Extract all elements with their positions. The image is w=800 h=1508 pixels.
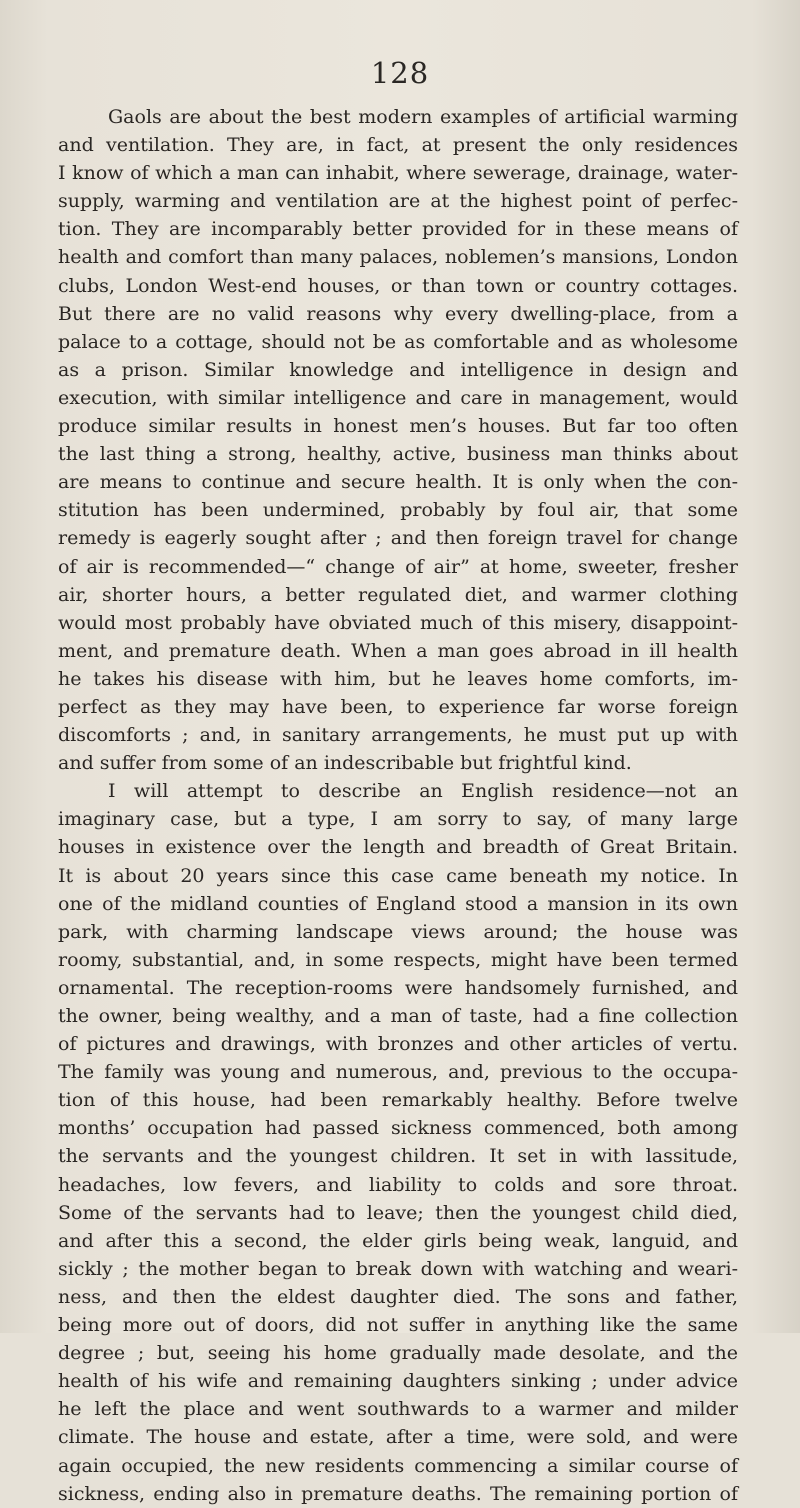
text-line: remedy is eagerly sought after ; and then foreign travel for change bbox=[58, 527, 738, 550]
text-line: I will attempt to describe an English residence—not an bbox=[108, 780, 738, 803]
text-line: clubs, London West-end houses, or than town or country cottages. bbox=[58, 274, 738, 297]
text-line: execution, with similar intelligence and care in management, would bbox=[58, 386, 738, 409]
text-line: I know of which a man can inhabit, where sewerage, drainage, water- bbox=[58, 162, 738, 185]
text-line: months’ occupation had passed sickness commenced, both among bbox=[58, 1117, 738, 1140]
text-line: But there are no valid reasons why every dwelling-place, from a bbox=[58, 302, 738, 325]
text-line: being more out of doors, did not suffer in anything like the same bbox=[58, 1314, 738, 1337]
text-line: and suffer from some of an indescribable but frightful kind. bbox=[58, 752, 632, 775]
text-line: ment, and premature death. When a man goes abroad in ill health bbox=[58, 639, 738, 662]
text-line: imaginary case, but a type, I am sorry to say, of many large bbox=[58, 808, 738, 831]
text-line: tion. They are incomparably better provided for in these means of bbox=[58, 218, 738, 241]
text-line: Some of the servants had to leave; then the youngest child died, bbox=[58, 1201, 738, 1224]
text-line: perfect as they may have been, to experience far worse foreign bbox=[58, 695, 738, 718]
text-line: one of the midland counties of England stood a mansion in its own bbox=[58, 892, 738, 915]
text-line: The family was young and numerous, and, previous to the occupa- bbox=[58, 1061, 738, 1084]
text-line: palace to a cottage, should not be as comfortable and as wholesome bbox=[58, 330, 738, 353]
paragraph-2 bbox=[58, 777, 738, 1507]
text-line: air, shorter hours, a better regulated diet, and warmer clothing bbox=[58, 583, 738, 606]
text-line: ornamental. The reception-rooms were handsomely furnished, and bbox=[58, 976, 738, 999]
text-line: degree ; but, seeing his home gradually made desolate, and the bbox=[58, 1342, 738, 1365]
text-line: of pictures and drawings, with bronzes and other articles of vertu. bbox=[58, 1033, 738, 1056]
text-line: It is about 20 years since this case came beneath my notice. In bbox=[58, 864, 738, 887]
text-line: climate. The house and estate, after a time, were sold, and were bbox=[58, 1426, 738, 1449]
text-line: produce similar results in honest men’s houses. But far too often bbox=[58, 415, 738, 438]
text-line: health of his wife and remaining daughters sinking ; under advice bbox=[58, 1370, 738, 1393]
text-line: and ventilation. They are, in fact, at present the only residences bbox=[58, 134, 738, 157]
text-line: sickness, ending also in premature deaths. The remaining portion of bbox=[58, 1482, 738, 1505]
text-line: the owner, being wealthy, and a man of taste, had a fine collection bbox=[58, 1005, 738, 1027]
text-line: stitution has been undermined, probably by foul air, that some bbox=[58, 499, 738, 522]
text-line: park, with charming landscape views around; the house was bbox=[58, 920, 738, 943]
text-line: he left the place and went southwards to a warmer and milder bbox=[58, 1398, 738, 1421]
text-line: health and comfort than many palaces, noblemen’s mansions, London bbox=[58, 246, 738, 269]
text-line: tion of this house, had been remarkably healthy. Before twelve bbox=[58, 1089, 738, 1112]
text-line: and after this a second, the elder girls being weak, languid, and bbox=[58, 1229, 738, 1252]
text-line: ness, and then the eldest daughter died. The sons and father, bbox=[58, 1285, 738, 1308]
text-line: of air is recommended—“ change of air” at home, sweeter, fresher bbox=[58, 555, 738, 578]
text-line: headaches, low fevers, and liability to colds and sore throat. bbox=[58, 1173, 738, 1196]
page-number: 128 bbox=[370, 56, 430, 90]
text-line: are means to continue and secure health. It is only when the con- bbox=[58, 471, 738, 494]
text-line: discomforts ; and, in sanitary arrangements, he must put up with bbox=[58, 724, 738, 747]
text-line: the servants and the youngest children. It set in with lassitude, bbox=[58, 1145, 738, 1168]
text-line: supply, warming and ventilation are at the highest point of perfec- bbox=[58, 190, 738, 213]
text-line: would most probably have obviated much of this misery, disappoint- bbox=[58, 611, 738, 634]
text-line: sickly ; the mother began to break down with watching and weari- bbox=[58, 1257, 738, 1280]
text-line: roomy, substantial, and, in some respects, might have been termed bbox=[58, 948, 738, 971]
paragraph-1 bbox=[58, 103, 738, 777]
body-text bbox=[58, 103, 738, 1508]
text-line: as a prison. Similar knowledge and intelligence in design and bbox=[58, 358, 738, 381]
text-line: houses in existence over the length and breadth of Great Britain. bbox=[58, 836, 738, 859]
text-line: again occupied, the new residents commencing a similar course of bbox=[58, 1454, 738, 1477]
text-line: he takes his disease with him, but he leaves home comforts, im- bbox=[58, 667, 738, 690]
text-line: Gaols are about the best modern examples of artificial warming bbox=[108, 106, 738, 128]
text-line: the last thing a strong, healthy, active, business man thinks about bbox=[58, 443, 738, 466]
